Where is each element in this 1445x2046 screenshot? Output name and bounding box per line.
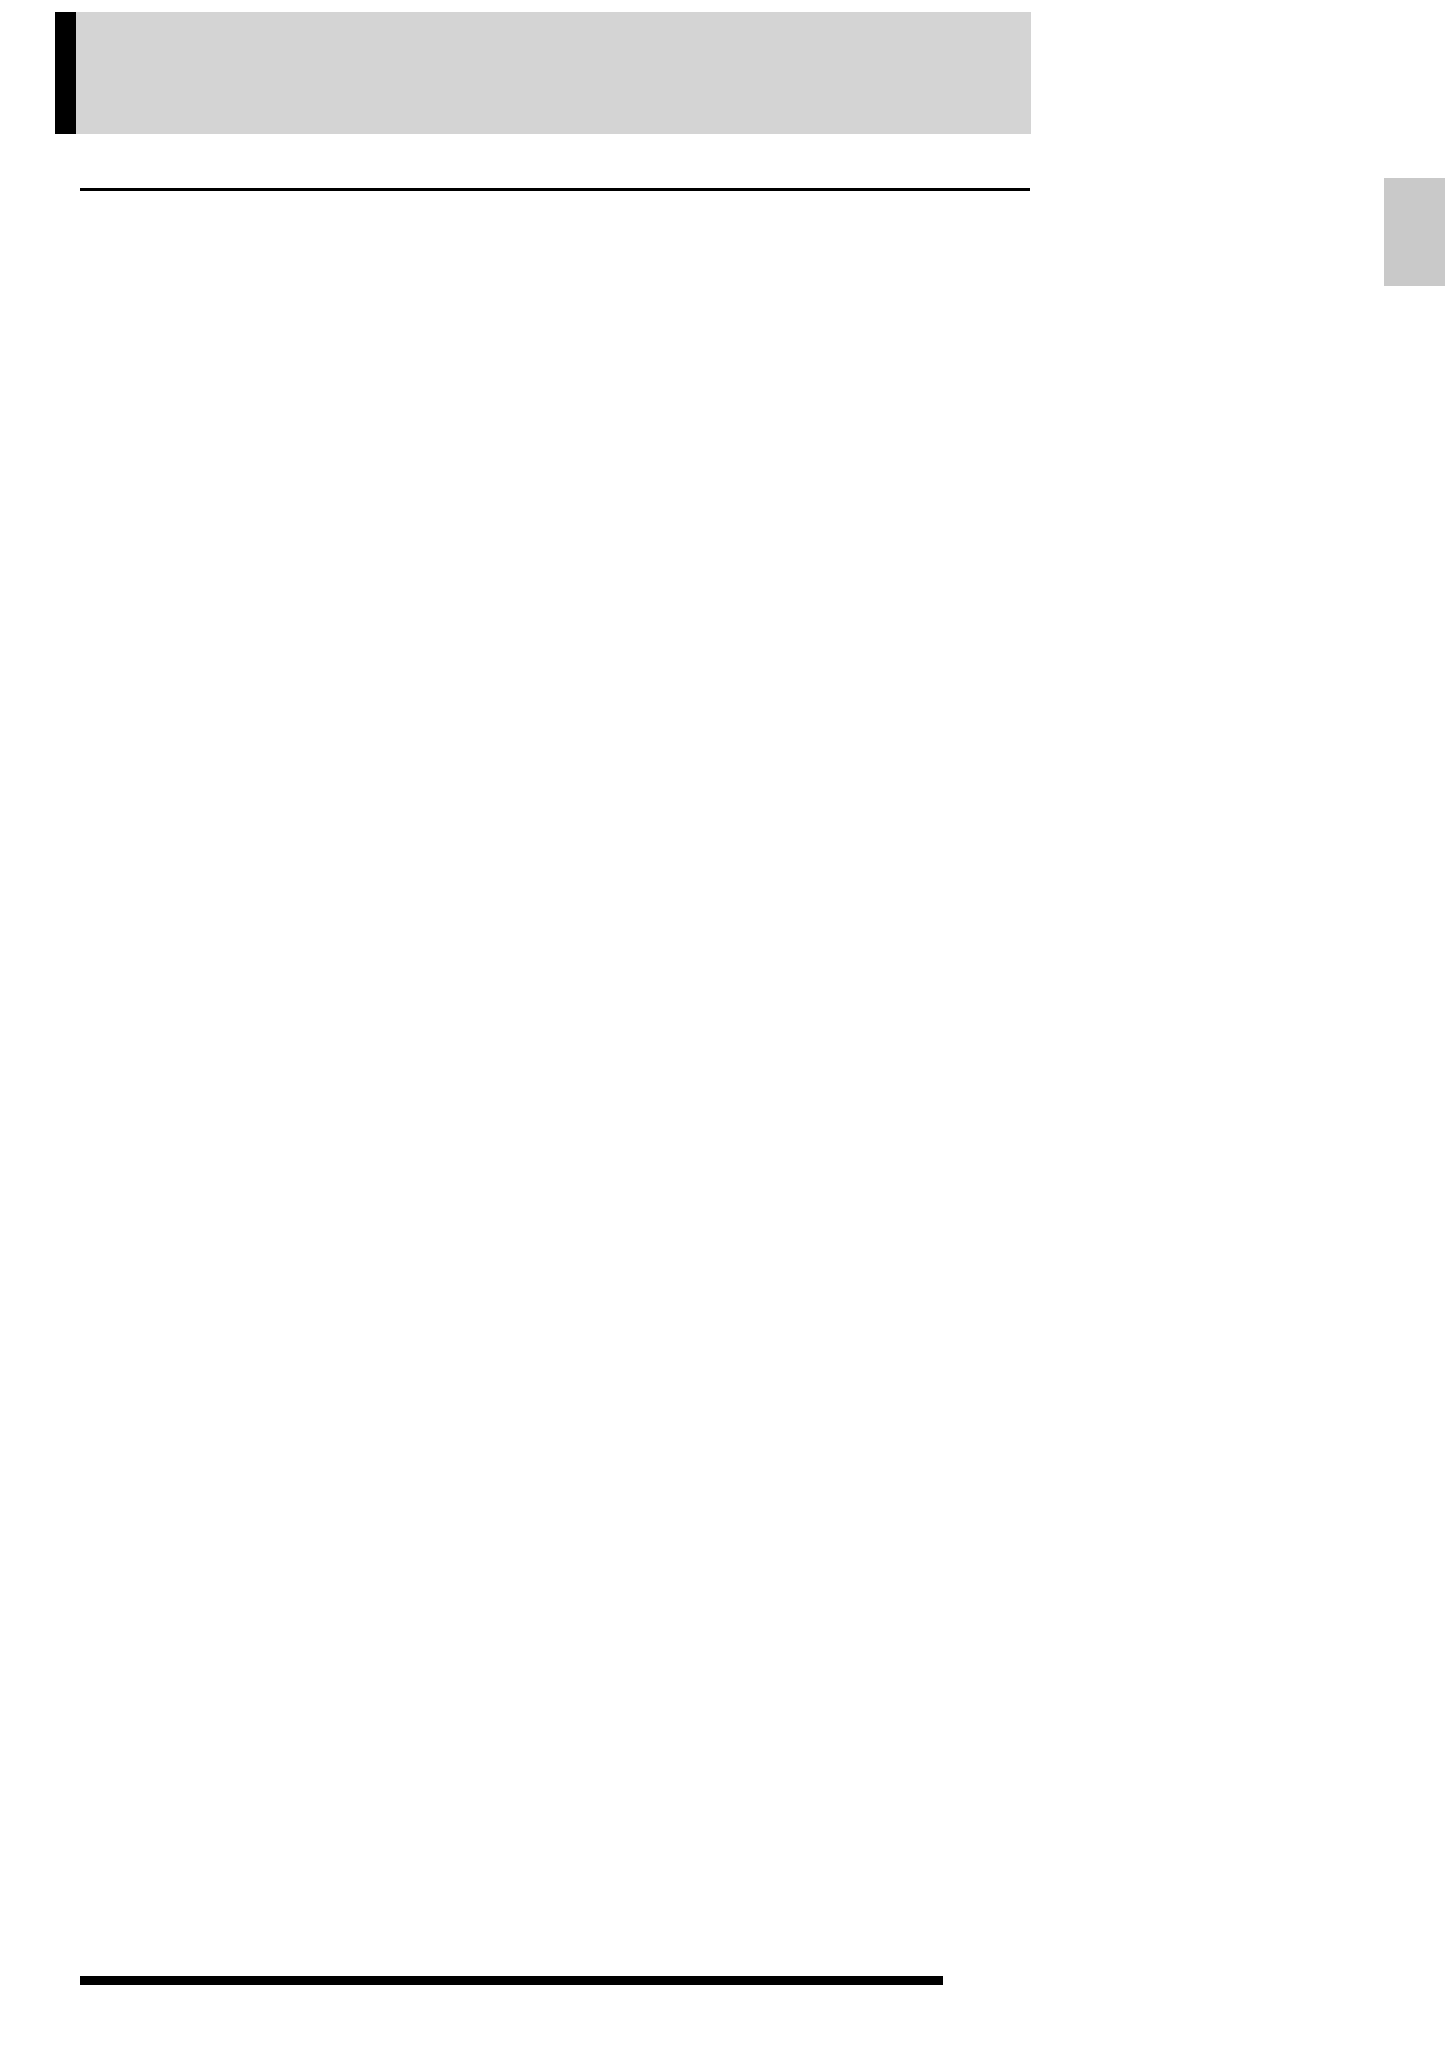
language-tab xyxy=(1384,178,1445,286)
horizontal-rule xyxy=(80,188,1030,191)
masthead-black-bar xyxy=(55,12,76,134)
masthead xyxy=(55,12,1031,134)
footer-bar xyxy=(80,1976,943,1985)
table-of-contents xyxy=(80,142,1030,215)
